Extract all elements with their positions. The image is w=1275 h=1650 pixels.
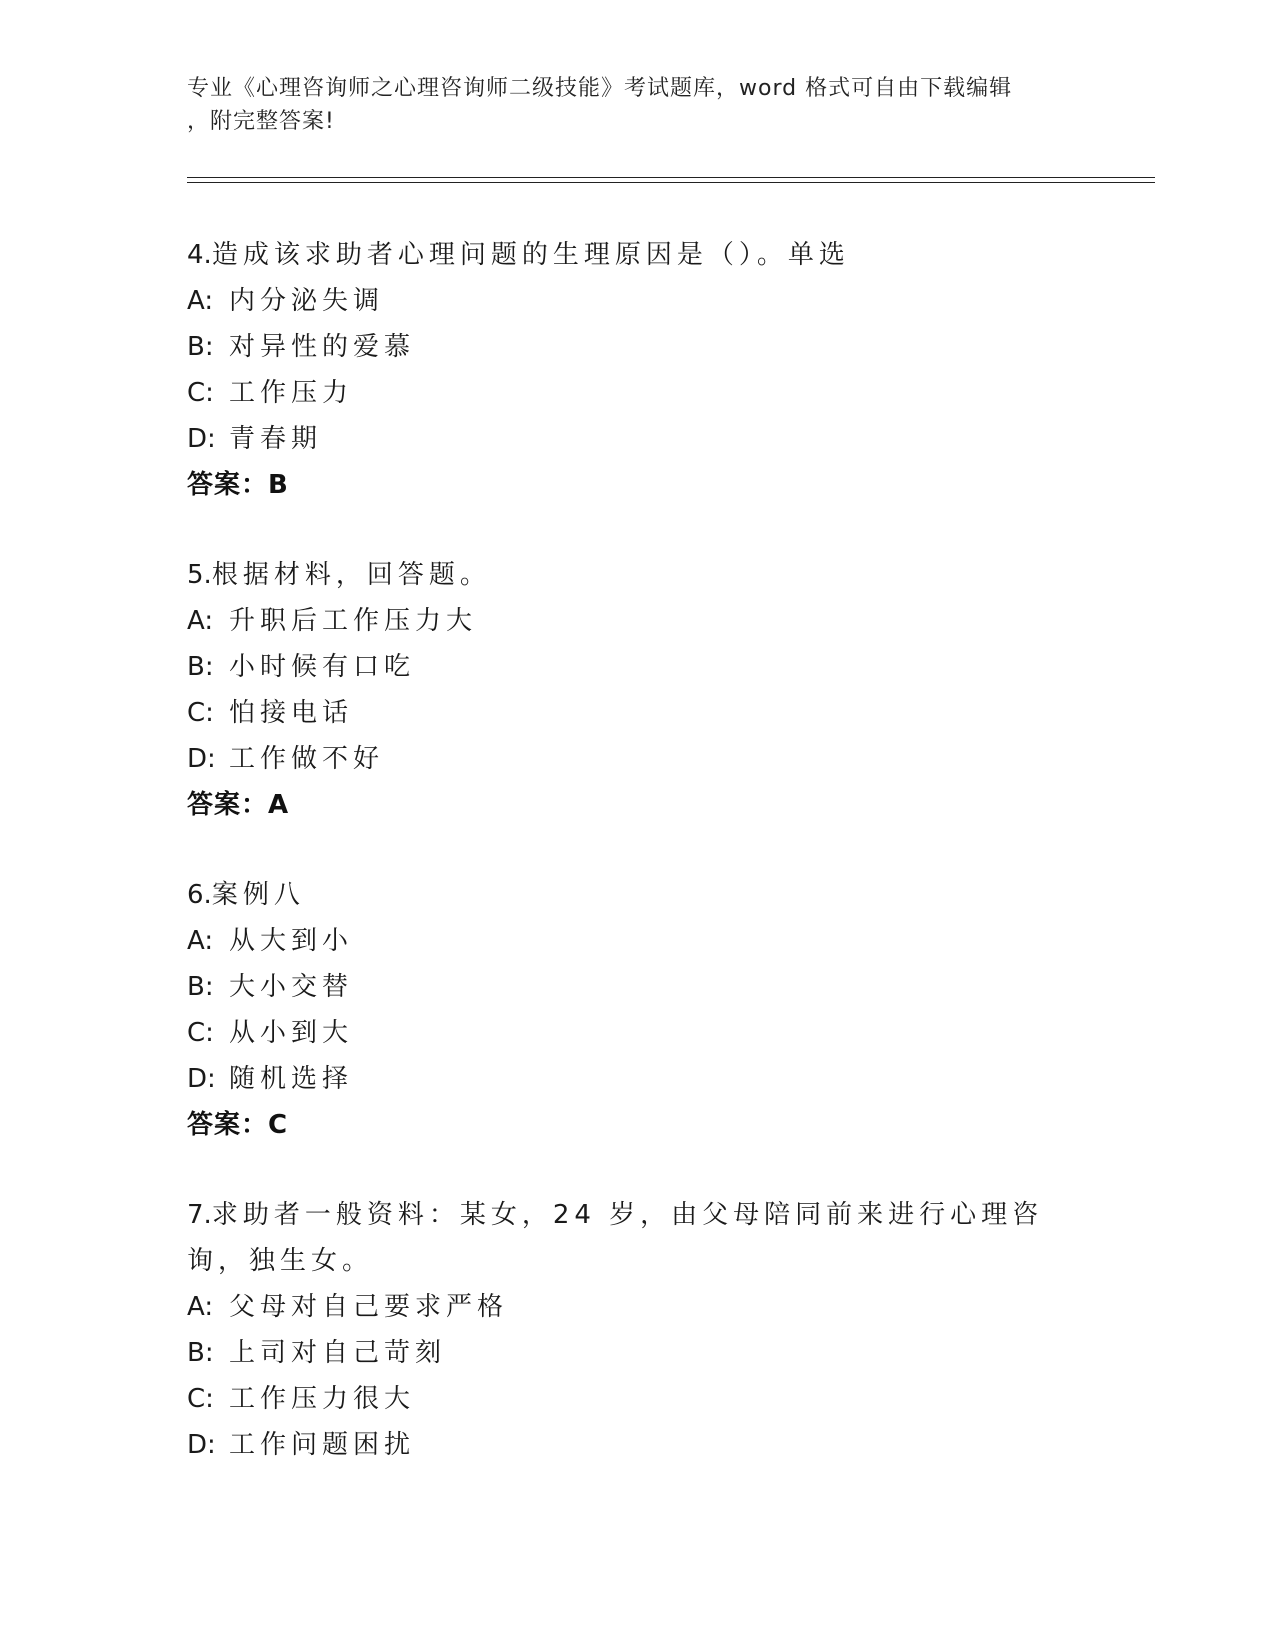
header-divider-top bbox=[187, 177, 1155, 178]
option-d bbox=[187, 1422, 1087, 1468]
question-6 bbox=[187, 872, 1087, 1148]
question-number: 6. bbox=[187, 880, 212, 910]
option-a bbox=[187, 1284, 1087, 1330]
option-text: 从大到小 bbox=[229, 926, 354, 956]
header-line-1: 专业《心理咨询师之心理咨询师二级技能》考试题库，word 格式可自由下载编辑 bbox=[187, 76, 1013, 101]
question-number: 5. bbox=[187, 560, 212, 590]
question-title bbox=[187, 552, 1087, 598]
option-key: D: bbox=[187, 424, 216, 454]
option-key: C: bbox=[187, 1018, 214, 1048]
option-text: 工作问题困扰 bbox=[229, 1430, 416, 1460]
option-key: C: bbox=[187, 378, 214, 408]
option-key: B: bbox=[187, 972, 214, 1002]
option-text: 工作做不好 bbox=[229, 744, 385, 774]
option-text: 怕接电话 bbox=[229, 698, 354, 728]
option-text: 青春期 bbox=[229, 424, 323, 454]
option-text: 父母对自己要求严格 bbox=[229, 1292, 509, 1322]
header-line-2: ，附完整答案! bbox=[187, 109, 335, 134]
option-c bbox=[187, 370, 1087, 416]
option-key: A: bbox=[187, 926, 214, 956]
option-key: B: bbox=[187, 1338, 214, 1368]
option-d bbox=[187, 1056, 1087, 1102]
option-key: D: bbox=[187, 1064, 216, 1094]
option-d bbox=[187, 736, 1087, 782]
answer-line: 答案：A bbox=[187, 790, 290, 820]
question-text: 根据材料，回答题。 bbox=[211, 560, 491, 590]
question-5 bbox=[187, 552, 1087, 828]
question-number: 4. bbox=[187, 240, 212, 270]
option-key: D: bbox=[187, 1430, 216, 1460]
answer-line: 答案：B bbox=[187, 470, 289, 500]
question-4 bbox=[187, 232, 1087, 508]
option-c bbox=[187, 690, 1087, 736]
option-b bbox=[187, 644, 1087, 690]
option-key: B: bbox=[187, 332, 214, 362]
document-header bbox=[187, 72, 1067, 138]
question-text: 求助者一般资料：某女，24 岁，由父母陪同前来进行心理咨询，独生女。 bbox=[187, 1200, 1044, 1276]
option-text: 从小到大 bbox=[229, 1018, 354, 1048]
option-text: 内分泌失调 bbox=[229, 286, 385, 316]
question-number: 7. bbox=[187, 1200, 212, 1230]
header-divider-bottom bbox=[187, 182, 1155, 183]
question-title bbox=[187, 1192, 1077, 1284]
option-c bbox=[187, 1376, 1087, 1422]
option-b bbox=[187, 964, 1087, 1010]
option-key: B: bbox=[187, 652, 214, 682]
option-text: 随机选择 bbox=[229, 1064, 354, 1094]
option-a bbox=[187, 918, 1087, 964]
option-b bbox=[187, 1330, 1087, 1376]
option-c bbox=[187, 1010, 1087, 1056]
question-title bbox=[187, 872, 1087, 918]
option-key: A: bbox=[187, 606, 214, 636]
question-text: 案例八 bbox=[211, 880, 305, 910]
option-key: C: bbox=[187, 1384, 214, 1414]
question-text: 造成该求助者心理问题的生理原因是（）。单选 bbox=[211, 240, 850, 270]
option-b bbox=[187, 324, 1087, 370]
option-a bbox=[187, 598, 1087, 644]
option-key: D: bbox=[187, 744, 216, 774]
option-text: 小时候有口吃 bbox=[229, 652, 416, 682]
answer-line: 答案：C bbox=[187, 1110, 289, 1140]
option-d bbox=[187, 416, 1087, 462]
option-text: 上司对自己苛刻 bbox=[229, 1338, 447, 1368]
option-key: A: bbox=[187, 1292, 214, 1322]
option-text: 工作压力很大 bbox=[229, 1384, 416, 1414]
option-text: 对异性的爱慕 bbox=[229, 332, 416, 362]
question-7 bbox=[187, 1192, 1087, 1468]
option-text: 升职后工作压力大 bbox=[229, 606, 478, 636]
option-key: C: bbox=[187, 698, 214, 728]
option-a bbox=[187, 278, 1087, 324]
option-key: A: bbox=[187, 286, 214, 316]
option-text: 工作压力 bbox=[229, 378, 354, 408]
option-text: 大小交替 bbox=[229, 972, 354, 1002]
question-title bbox=[187, 232, 1087, 278]
